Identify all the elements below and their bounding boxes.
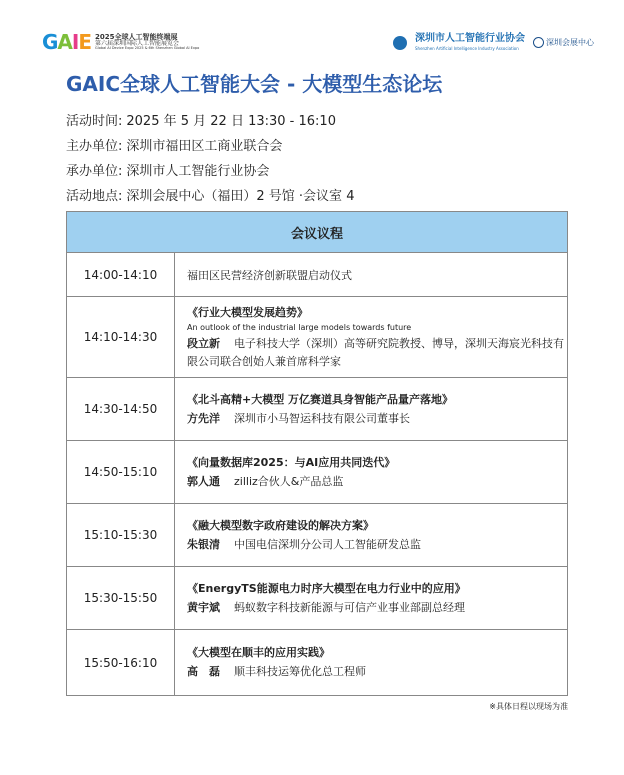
logo-line1: 2025全球人工智能终端展	[95, 32, 178, 41]
table-row: 14:30-14:50 《北斗高精+大模型 万亿赛道具身智能产品量产落地》 方先洋 深圳市小马智运科技有限公司董事长	[67, 378, 568, 441]
association-name: 深圳市人工智能行业协会	[415, 33, 525, 44]
table-row: 14:50-15:10 《向量数据库2025：与AI应用共同迭代》 郭人通 zilliz合伙人&产品总监	[67, 441, 568, 504]
table-row: 15:30-15:50 《EnergyTS能源电力时序大模型在电力行业中的应用》 黄宇斌 蚂蚁数字科技新能源与可信产业事业部副总经理	[67, 567, 568, 630]
convention-center-logo	[533, 37, 594, 48]
association-logo-icon	[393, 36, 407, 50]
table-row: 15:10-15:30 《融大模型数字政府建设的解决方案》 朱银清 中国电信深圳分公司人工智能研发总监	[67, 504, 568, 567]
convention-center-icon	[533, 37, 544, 48]
info-host: 主办单位: 深圳市福田区工商业联合会	[66, 139, 283, 154]
page-header	[0, 0, 624, 62]
agenda-header: 会议议程	[67, 212, 568, 253]
convention-center-name: 深圳会展中心	[546, 38, 594, 47]
logo-line3: Global AI Device Expo 2025 & 6th Shenzhen Global AI Expo	[95, 45, 200, 50]
schedule-note: ※具体日程以现场为准	[489, 702, 568, 711]
table-row: 15:50-16:10 《大模型在顺丰的应用实践》 高 磊 顺丰科技运筹优化总工程师	[67, 630, 568, 696]
gaie-logo	[42, 30, 199, 54]
table-row: 14:00-14:10 福田区民营经济创新联盟启动仪式	[67, 253, 568, 297]
association-name-en: Shenzhen Artificial Intelligence Industry Association	[415, 46, 519, 51]
info-time: 活动时间: 2025 年 5 月 22 日 13:30 - 16:10	[66, 114, 336, 129]
info-organizer: 承办单位: 深圳市人工智能行业协会	[66, 164, 270, 179]
gaie-logo-mark: GAIE	[42, 30, 92, 54]
info-venue: 活动地点: 深圳会展中心（福田）2 号馆 ·会议室 4	[66, 189, 355, 204]
agenda-table	[66, 211, 568, 696]
logo-line2: 第六届深圳国际人工智能展览会	[95, 39, 180, 47]
table-row: 14:10-14:30 《行业大模型发展趋势》 An outlook of the industrial large models towards future 段立新 电子科技大学（深圳）高等研究院教授、博导，深圳天海宸光科技有限公司联合创始人兼首席科学家	[67, 297, 568, 378]
page-title: GAIC全球人工智能大会 - 大模型生态论坛	[66, 72, 443, 96]
